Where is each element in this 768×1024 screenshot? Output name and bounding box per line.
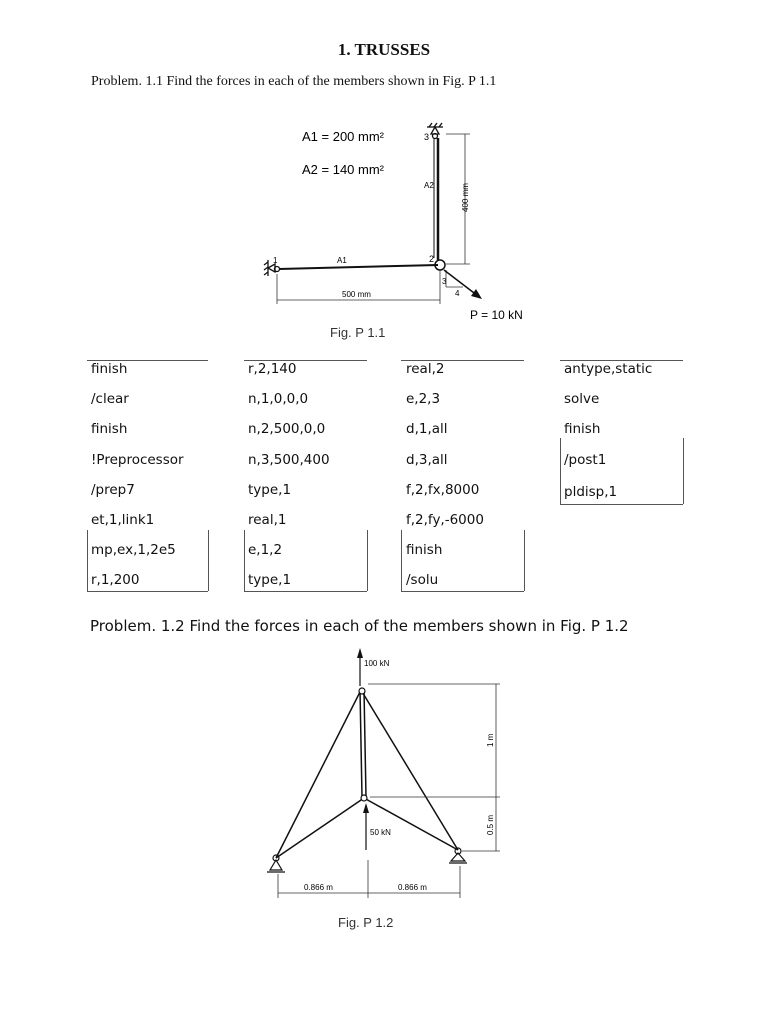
slope-4-label: 4 bbox=[455, 289, 460, 298]
command-line: type,1 bbox=[248, 572, 292, 588]
command-line: pldisp,1 bbox=[564, 484, 618, 500]
command-line: mp,ex,1,2e5 bbox=[91, 542, 176, 558]
node-2-label: 2 bbox=[429, 254, 435, 264]
command-line: r,2,140 bbox=[248, 361, 297, 377]
command-line: n,3,500,400 bbox=[248, 452, 330, 468]
load-top-label: 100 kN bbox=[364, 659, 390, 668]
command-line: type,1 bbox=[248, 482, 292, 498]
load-mid-label: 50 kN bbox=[370, 828, 391, 837]
support-right bbox=[449, 848, 467, 863]
load-arrow bbox=[444, 270, 478, 296]
figure-p1-1 bbox=[0, 0, 768, 345]
command-line: f,2,fx,8000 bbox=[406, 482, 480, 498]
command-line: e,2,3 bbox=[406, 391, 441, 407]
command-line: real,2 bbox=[406, 361, 445, 377]
command-line: n,2,500,0,0 bbox=[248, 421, 326, 437]
height-upper-label: 1 m bbox=[486, 733, 495, 747]
node-1-label: 1 bbox=[273, 256, 278, 265]
span-left-label: 0.866 m bbox=[304, 883, 333, 892]
member-a2-label: A2 bbox=[424, 181, 434, 190]
node-3-label: 3 bbox=[424, 132, 430, 142]
node-middle bbox=[361, 795, 367, 801]
member-a1 bbox=[279, 265, 438, 269]
command-line: f,2,fy,-6000 bbox=[406, 512, 484, 528]
figure-1-2-caption: Fig. P 1.2 bbox=[338, 915, 394, 930]
command-line: real,1 bbox=[248, 512, 287, 528]
command-line: solve bbox=[564, 391, 600, 407]
command-line: et,1,link1 bbox=[91, 512, 155, 528]
area-a1-label: A1 = 200 mm² bbox=[302, 129, 385, 144]
command-line: antype,static bbox=[564, 361, 653, 377]
command-line: e,1,2 bbox=[248, 542, 283, 558]
command-line: d,1,all bbox=[406, 421, 448, 437]
command-line: /solu bbox=[406, 572, 439, 588]
figure-p1-2 bbox=[0, 640, 768, 940]
length-vertical-label: 400 mm bbox=[461, 183, 470, 212]
command-line: n,1,0,0,0 bbox=[248, 391, 309, 407]
length-horizontal-label: 500 mm bbox=[342, 290, 371, 299]
command-line: finish bbox=[564, 421, 601, 437]
command-line: d,3,all bbox=[406, 452, 448, 468]
command-line: /post1 bbox=[564, 452, 607, 468]
problem-1-2-text: Problem. 1.2 Find the forces in each of the members shown in Fig. P 1.2 bbox=[90, 617, 629, 635]
command-line: /clear bbox=[91, 391, 129, 407]
command-line: finish bbox=[91, 361, 128, 377]
command-line: finish bbox=[406, 542, 443, 558]
area-a2-label: A2 = 140 mm² bbox=[302, 162, 385, 177]
figure-1-1-caption: Fig. P 1.1 bbox=[330, 325, 386, 340]
command-line: finish bbox=[91, 421, 128, 437]
support-node-3 bbox=[427, 123, 443, 139]
load-label: P = 10 kN bbox=[470, 308, 523, 322]
member-a1-label: A1 bbox=[337, 256, 347, 265]
slope-3-label: 3 bbox=[442, 277, 447, 286]
command-line: !Preprocessor bbox=[91, 452, 184, 468]
problem-1-1-text: Problem. 1.1 Find the forces in each of the members shown in Fig. P 1.1 bbox=[91, 74, 497, 89]
truss-members bbox=[276, 690, 458, 858]
command-line: /prep7 bbox=[91, 482, 135, 498]
page-title: 1. TRUSSES bbox=[337, 40, 431, 59]
command-line: r,1,200 bbox=[91, 572, 140, 588]
span-right-label: 0.866 m bbox=[398, 883, 427, 892]
height-lower-label: 0.5 m bbox=[486, 814, 495, 835]
node-top bbox=[359, 688, 365, 694]
